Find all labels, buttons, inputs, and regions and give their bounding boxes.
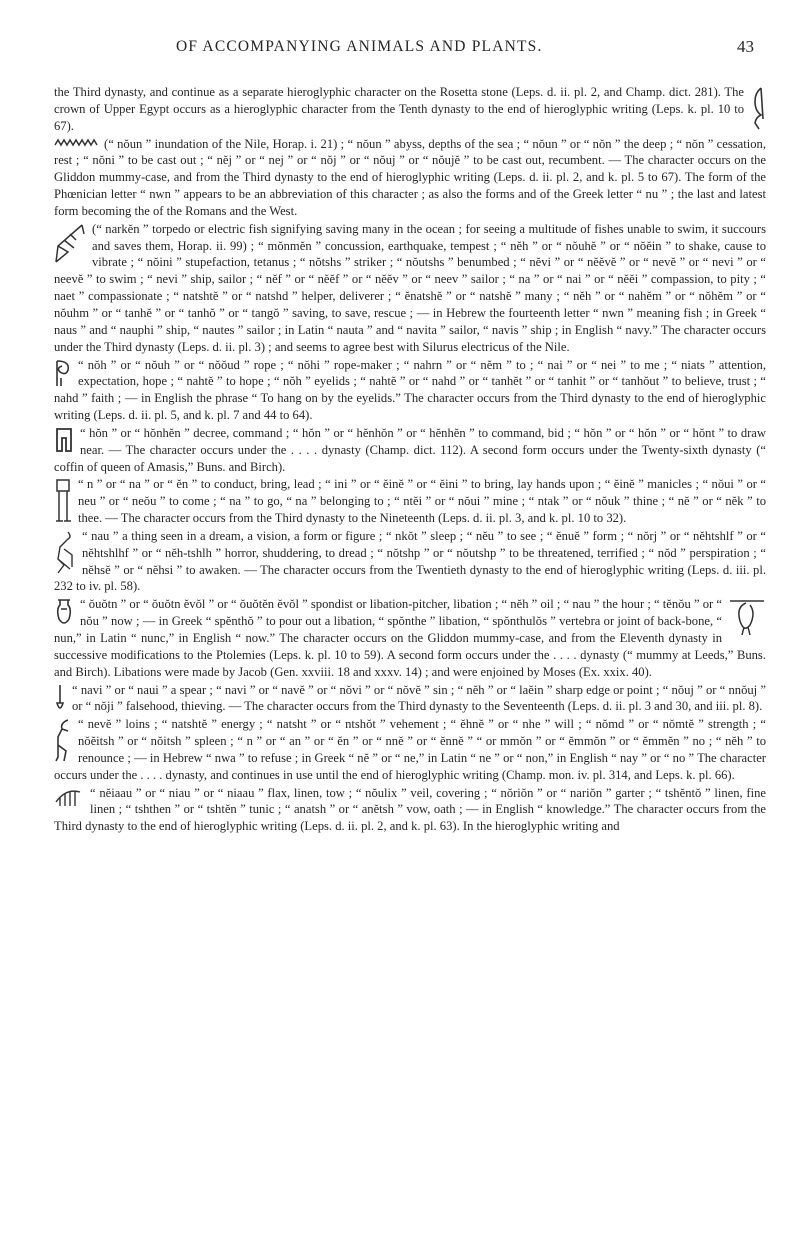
flax-stalk-icon: [54, 786, 84, 808]
paragraph-gate: [54, 425, 766, 476]
loins-icon: [54, 717, 72, 763]
paragraph-text: (“ nŏun ” inundation of the Nile, Horap. i. 21) ; “ nŏun ” abyss, depths of the sea ; “ nŏun ” or “ nŏn ” the deep ; “ nŏn ” cessation, rest ; “ nŏni ” to be cast out ; “ nĕj ” or “ nej ” or “ nŏj ” or “ nŏuj ” or “ nŏujĕ ” to be cast out, recumbent. — The character occurs on the Gliddon mummy-case, and from the Third dynasty to the end of hieroglyphic writing (Leps. d. ii. pl. 2, and k. pl. 5 to 67). The form of the Phœnician letter “ nwn ” appears to be an abbreviation of this character ; as also the forms and of the Greek letter “ nu ” ; the last and latest form becoming the of the Romans and the West.: [54, 136, 766, 218]
paragraph-jar: [54, 596, 766, 680]
paragraph-text: the Third dynasty, and continue as a separate hieroglyphic character on the Rosetta stone (Leps. d. ii. pl. 2, and Champ. dict. 281). The crown of Upper Egypt occurs as a hieroglyphic character from the Tenth dynasty to the end of hieroglyphic writing (Leps. k. pl. 10 to 67).: [54, 85, 744, 133]
upper-egypt-crown-icon: [750, 85, 766, 131]
rope-coil-icon: [54, 358, 72, 388]
paragraph-text: “ nĕiaau ” or “ niau ” or “ niaau ” flax, linen, tow ; “ nŏulix ” veil, covering ; “ nŏriŏn ” or “ nariŏn ” garter ; “ tshĕntŏ ” linen, fine linen ; “ tshthen ” or “ tshtĕn ” tunic ; “ anatsh ” or “ anĕtsh ” vow, oath ; — in English “ knowledge.” The character occurs from the Third dynasty to the end of hieroglyphic writing (Leps. d. ii. pl. 2, and k. pl. 63). In the hieroglyphic writing and: [54, 785, 766, 834]
paragraph-fish: [54, 221, 766, 356]
paragraph-text: “ hŏn ” or “ hŏnhĕn ” decree, command ; “ hŏn ” or “ hĕnhŏn ” or “ hĕnhĕn ” to command, bid ; “ hŏn ” or “ hŏn ” or “ hŏnt ” to draw near. — The character occurs under the . . . . dynasty (Champ. dict. 112). A second form occurs under the Twenty-sixth dynasty (“ coffin of queen of Amasis,” Buns. and Birch).: [54, 425, 766, 474]
electric-fish-icon: [54, 222, 86, 266]
libation-jar-second-form-icon: [728, 597, 766, 637]
paragraph-text: “ nau ” a thing seen in a dream, a vision, a form or figure ; “ nkŏt ” sleep ; “ nĕu ” to see ; “ ĕnuĕ ” form ; “ nŏrj ” or “ nĕhtshlf ” or “ nĕhtshlhf ” or “ nĕh-tshlh ” horror, shuddering, to dread ; “ nŏtshp ” or “ nŏutshp ” to be threatened, terrified ; “ nŏd ” perspiration ; “ nĕhsĕ ” or “ nĕhsi ” to awaken. — The character occurs from the Twentieth dynasty to the end of hieroglyphic writing (Leps. d. iii. pl. 232 to iv. pl. 58).: [54, 528, 766, 594]
paragraph-rope: [54, 357, 766, 424]
page-number: 43: [737, 37, 754, 56]
paragraph-text: (“ narkĕn ” torpedo or electric fish signifying saving many in the ocean ; for seeing a multitude of fishes unable to swim, it succours and saves them, Horap. ii. 99) ; “ mŏnmĕn ” concussion, earthquake, tempest ; “ nĕh ” or “ nŏuhĕ ” or “ nŏĕin ” to shake, cause to vibrate ; “ nŏini ” stupefaction, tetanus ; “ nŏtshs ” striker ; “ nŏutshs ” benumbed ; “ nĕvi ” or “ nĕĕvĕ ” or “ nevĕ ” or “ nevi ” or “ neevĕ ” to swim ; “ nevi ” ship, sailor ; “ nĕf ” or “ nĕĕf ” or “ nĕĕv ” or “ neev ” sailor ; “ na ” or “ nai ” or “ nĕĕi ” compassion, to pity ; “ naet ” compassionate ; “ natshtĕ ” or “ natshd ” helper, deliverer ; “ ĕnatshĕ ” or “ natshĕ ” many ; “ nĕh ” or “ nahĕm ” or “ nŏhĕm ” or “ nŏuhm ” or “ tanhĕ ” or “ tanhŏ ” or “ tangŏ ” saving, to save, rescue ; — in Hebrew the fourteenth letter “ nwn ” meaning fish ; in Greek “ naus ” and “ nauphi ” ship, “ nautes ” sailor ; in Latin “ nauta ” and “ navita ” sailor, “ navis ” ship ; in English “ navy.” The character occurs under the Third dynasty (Leps. d. ii. pl. 3) ; and seems to agree best with Silurus electricus of the Nile.: [54, 221, 766, 354]
paragraph-figure: [54, 528, 766, 595]
paragraph-text: “ navi ” or “ naui ” a spear ; “ navi ” or “ navĕ ” or “ nŏvi ” or “ nŏvĕ ” sin ; “ nĕh ” or “ laĕin ” sharp edge or point ; “ nŏuj ” or “ nnŏuj ” or “ nŏji ” falsehood, thieving. — The character occurs from the Third dynasty to the Seventeenth (Leps. d. ii. pl. 3 and 30, and iii. pl. 8).: [72, 682, 766, 714]
paragraph-arms: [54, 476, 766, 527]
paragraph-loins: [54, 716, 766, 783]
paragraph-text: “ ŏuŏtn ” or “ ŏuŏtn ĕvŏl ” or “ ŏuŏtĕn ĕvŏl ” spondist or libation-pitcher, libation ; “ nĕh ” oil ; “ nau ” the hour ; “ tĕnŏu ” or “ nŏu ” now ; — in Greek “ spĕnthŏ ” to pour out a libation, “ spŏnthe ” libation, “ spŏnthulŏs ” vertebra or joint of back-bone, “ nun,” in Latin “ nunc,” in English “ now.” The character occurs on the Gliddon mummy-case, and from the Eleventh dynasty in successive modifications to the Ptolemies (Leps. k. pl. 10 to 59). A second form occurs under the . . . . dynasty (“ mummy at Leeds,” Buns. and Birch). Libations were made by Jacob (Gen. xxviii. 18 and xxxv. 14) ; and were enjoined by Moses (Ex. xxix. 40).: [54, 597, 766, 679]
paragraph-crown: [54, 84, 766, 135]
paragraph-flax: [54, 785, 766, 836]
libation-jar-icon: [54, 597, 74, 629]
outstretched-arms-icon: [54, 477, 72, 523]
spear-icon: [54, 683, 66, 715]
water-ripple-icon: [54, 137, 98, 151]
paragraph-spear: [54, 682, 766, 716]
paragraph-text: “ n ” or “ na ” or “ ĕn ” to conduct, bring, lead ; “ ini ” or “ ĕinĕ ” or “ ĕini ” to bring, lay hands upon ; “ ĕinĕ ” manicles ; “ nŏui ” or “ neu ” or “ neŏu ” to come ; “ na ” to go, “ na ” belonging to ; “ ntĕi ” or “ nŏui ” mine ; “ ntak ” or “ nŏuk ” thine ; “ nĕ ” or “ nĕk ” to thee. — The character occurs from the Third dynasty to the Nineteenth (Leps. d. ii. pl. 3, and k. pl. 10 to 32).: [78, 477, 766, 526]
paragraph-text: “ nevĕ ” loins ; “ natshtĕ ” energy ; “ natsht ” or “ ntshŏt ” vehement ; “ ĕhnĕ ” or “ nhe ” will ; “ nŏmd ” or “ nŏmtĕ ” strength ; “ nŏĕitsh ” or “ nŏitsh ” spleen ; “ n ” or “ an ” or “ ĕn ” or “ nnĕ ” or “ ĕnnĕ ” “ or mmŏn ” or “ ĕmmŏn ” or “ ĕmmĕn ” no ; “ nĕh ” to renounce ; — in Hebrew “ nwa ” to refuse ; in Greek “ nĕ ” or “ ne,” in Latin “ ne ” or “ non,” in English “ nay ” or “ no ” The character occurs under the . . . . dynasty, and continues in use until the end of hieroglyphic writing (Champ. mon. iv. pl. 314, and Leps. k. pl. 66).: [54, 717, 766, 782]
paragraph-text: “ nŏh ” or “ nŏuh ” or “ nŏŏud ” rope ; “ nŏhi ” rope-maker ; “ nahrn ” or “ nĕm ” to ; “ nai ” or “ nei ” to me ; “ niats ” attention, expectation, hope ; “ nahtĕ ” to hope ; “ nŏh ” eyelids ; “ nahtĕ ” or “ nahd ” or “ tanhĕt ” or “ tanhit ” or “ tanhŏut ” to believe, trust ; “ nahd ” faith ; — in English the phrase “ To hang on by the eyelids.” The character occurs from the Third dynasty to the end of hieroglyphic writing (Leps. d. ii. pl. 5, and k. pl. 7 and 44 to 64).: [54, 357, 766, 423]
body-text: [54, 84, 766, 836]
hieroglyph-gate-icon: [54, 426, 74, 454]
paragraph-water: [54, 136, 766, 220]
running-title: OF ACCOMPANYING ANIMALS AND PLANTS.: [176, 38, 543, 55]
seated-figure-icon: [54, 529, 76, 575]
